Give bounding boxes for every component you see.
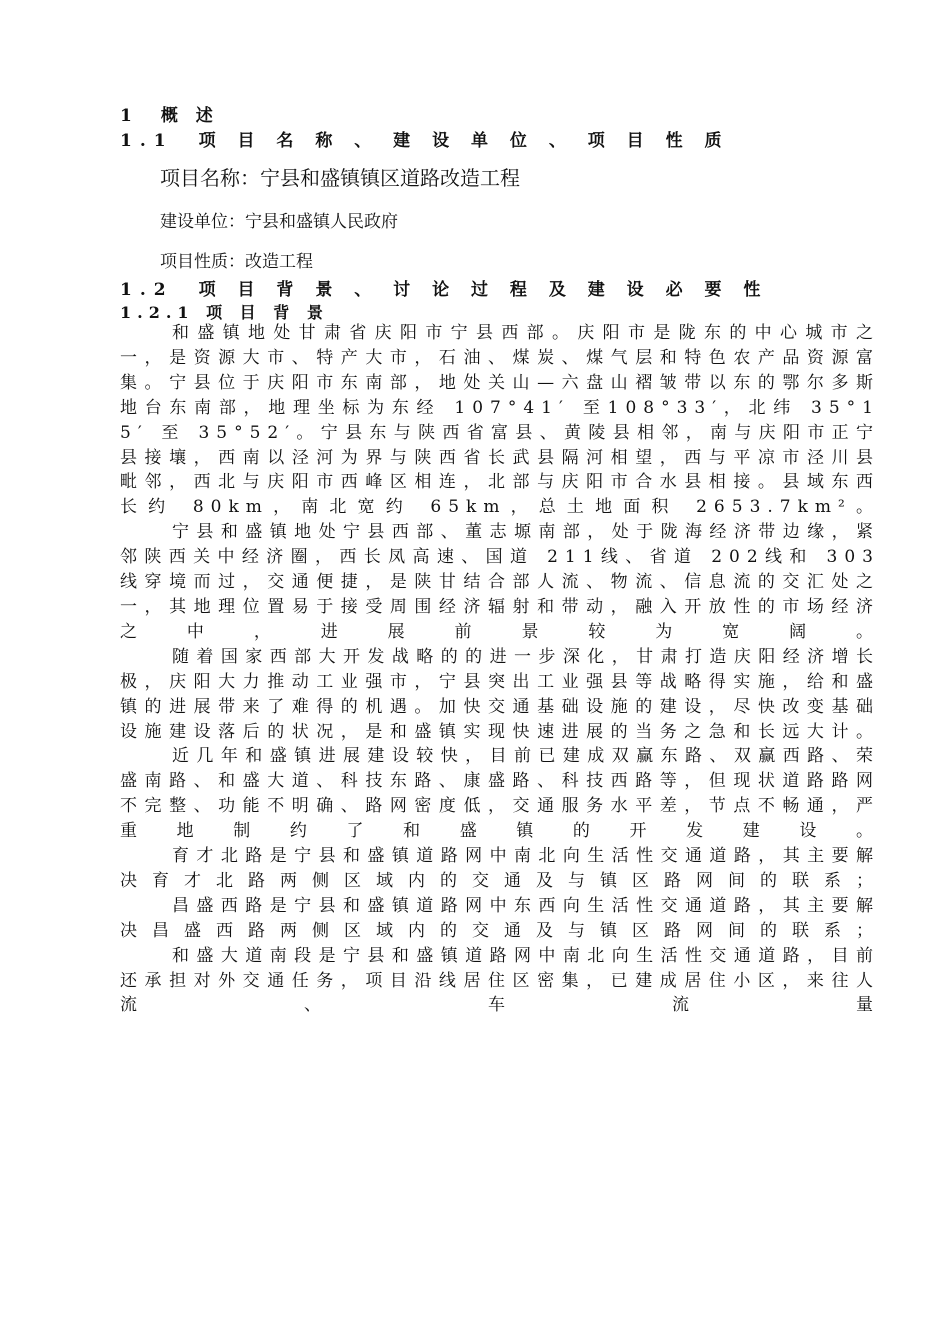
body-text — [120, 321, 880, 1018]
paragraph: 育才北路是宁县和盛镇道路网中南北向生活性交通道路，其主要解决育才北路两侧区域内的交通及与镇区路网间的联系； — [120, 846, 880, 891]
builder-unit: 建设单位：宁县和盛镇人民政府 — [160, 212, 398, 232]
paragraph: 昌盛西路是宁县和盛镇道路网中东西向生活性交通道路，其主要解决昌盛西路两侧区域内的交通及与镇区路网间的联系； — [120, 895, 880, 941]
project-nature: 项目性质：改造工程 — [160, 252, 313, 272]
section-heading-1-2: 1.2 项 目 背 景 、 讨 论 过 程 及 建 设 必 要 性 — [120, 280, 769, 300]
section-heading-1-2-1: 1.2.1 项 目 背 景 — [120, 303, 329, 322]
project-name: 项目名称：宁县和盛镇镇区道路改造工程 — [160, 166, 520, 190]
paragraph: 随着国家西部大开发战略的的进一步深化，甘肃打造庆阳经济增长极，庆阳大力推动工业强市，宁县突出工业强县等战略得实施，给和盛镇的进展带来了难得的机遇。加快交通基础设施的建设，尽快改变基础设施建设落后的状况，是和盛镇实现快速进展的当务之急和长远大计。 — [120, 646, 880, 742]
section-heading-1: 1 概 述 — [120, 106, 219, 126]
paragraph: 宁县和盛镇地处宁县西部、董志塬南部，处于陇海经济带边缘，紧邻陕西关中经济圈，西长凤高速、国道 211线、省道 202线和 303线穿境而过，交通便捷，是陕甘结合部人流、物流、信息流的交汇处之一，其地理位置易于接受周围经济辐射和带动，融入开放性的市场经济之中，进展前景较为宽阔。 — [120, 522, 880, 642]
paragraph: 和盛大道南段是宁县和盛镇道路网中南北向生活性交通道路，目前还承担对外交通任务，项目沿线居住区密集，已建成居住小区，来往人流、车流量 — [120, 945, 880, 1016]
paragraph: 近几年和盛镇进展建设较快，目前已建成双赢东路、双赢西路、荣盛南路、和盛大道、科技东路、康盛路、科技西路等，但现状道路路网不完整、功能不明确、路网密度低，交通服务水平差，节点不畅通，严重地制约了和盛镇的开发建设。 — [120, 746, 880, 842]
section-heading-1-1: 1.1 项 目 名 称 、 建 设 单 位 、 项 目 性 质 — [120, 131, 730, 151]
paragraph: 和盛镇地处甘肃省庆阳市宁县西部。庆阳市是陇东的中心城市之一，是资源大市、特产大市，石油、煤炭、煤气层和特色农产品资源富集。宁县位于庆阳市东南部，地处关山—六盘山褶皱带以东的鄂尔多斯地台东南部，地理坐标为东经 107°41′ 至108°33′，北纬 35°15′ 至 35°52′。宁县东与陕西省富县、黄陵县相邻，南与庆阳市正宁县接壤，西南以泾河为界与陕西省长武县隔河相望，西与平凉市泾川县毗邻，西北与庆阳市西峰区相连，北部与庆阳市合水县相接。县域东西长约 80km，南北宽约 65km，总土地面积 2653.7km²。 — [120, 323, 880, 518]
